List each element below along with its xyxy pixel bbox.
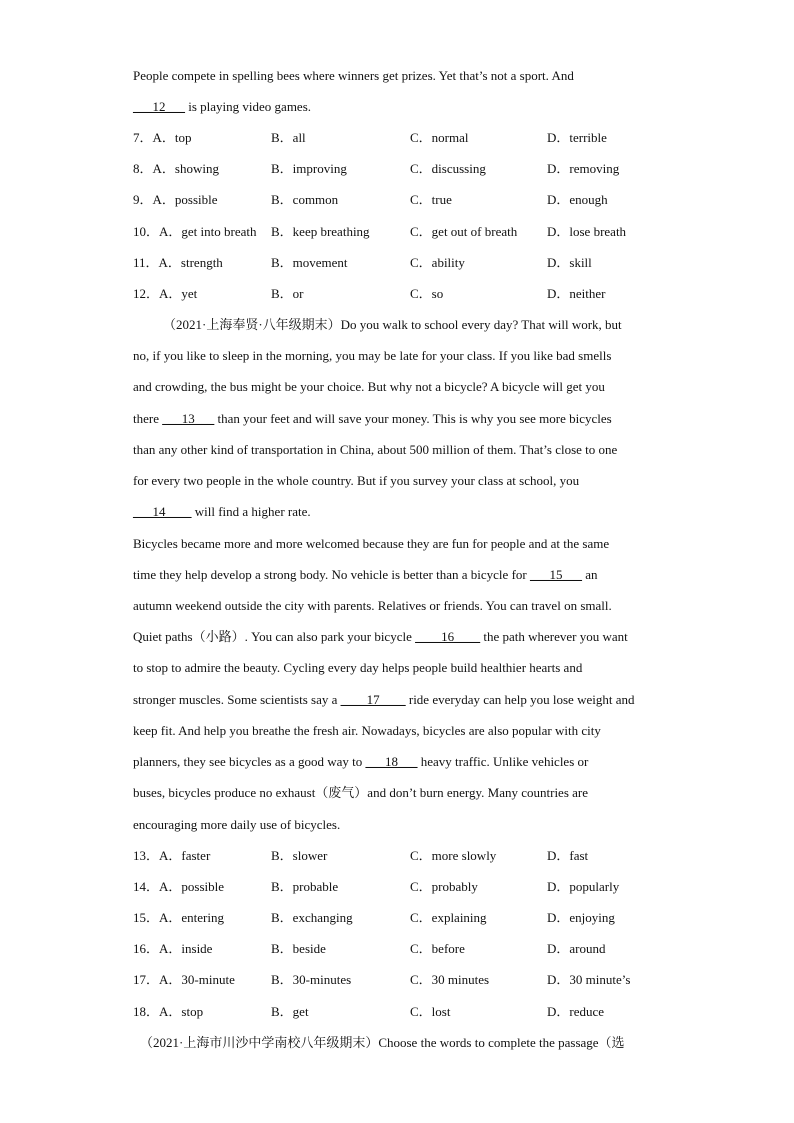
option-d[interactable]: D．reduce — [547, 1004, 605, 1019]
option-a[interactable]: 9．A．possible — [133, 192, 218, 207]
option-a[interactable]: 11．A．strength — [133, 255, 223, 270]
option-d[interactable]: D．skill — [547, 255, 592, 270]
option-b[interactable]: B．common — [271, 192, 339, 207]
question-8 — [133, 161, 673, 177]
question-15 — [133, 910, 673, 926]
option-b[interactable]: B．probable — [271, 879, 339, 894]
blank-14: ___14____ — [133, 504, 192, 519]
question-18 — [133, 1004, 673, 1020]
option-c[interactable]: C．before — [410, 941, 465, 956]
blank-16: ____16____ — [415, 629, 481, 644]
option-d[interactable]: D．terrible — [547, 130, 607, 145]
option-c[interactable]: C．so — [410, 286, 444, 301]
option-c[interactable]: C．explaining — [410, 910, 487, 925]
option-c[interactable]: C．more slowly — [410, 848, 497, 863]
option-d[interactable]: D．enjoying — [547, 910, 615, 925]
option-c[interactable]: C．lost — [410, 1004, 451, 1019]
option-d[interactable]: D．removing — [547, 161, 620, 176]
passage2-line: there ___13___ than your feet and will save your money. This is why you see more bicycles — [133, 411, 612, 426]
passage2-line: Quiet paths（小路）. You can also park your bicycle ____16____ the path wherever you want — [133, 629, 628, 644]
question-12 — [133, 286, 673, 302]
option-c[interactable]: C．probably — [410, 879, 478, 894]
passage3-source-line: （2021·上海市川沙中学南校八年级期末）Choose the words to complete the passage（选 — [140, 1035, 625, 1050]
option-b[interactable]: B．beside — [271, 941, 326, 956]
question-17 — [133, 972, 673, 988]
passage1-text: is playing video games. — [185, 99, 312, 114]
option-c[interactable]: C．normal — [410, 130, 469, 145]
passage2-line: for every two people in the whole country. But if you survey your class at school, you — [133, 473, 580, 488]
option-b[interactable]: B．or — [271, 286, 304, 301]
option-d[interactable]: D．lose breath — [547, 224, 627, 239]
passage2-line: and crowding, the bus might be your choice. But why not a bicycle? A bicycle will get you — [133, 379, 605, 394]
option-b[interactable]: B．improving — [271, 161, 347, 176]
blank-13: ___13___ — [162, 411, 215, 426]
passage2-line: time they help develop a strong body. No vehicle is better than a bicycle for ___15___ an — [133, 567, 598, 582]
option-b[interactable]: B．get — [271, 1004, 309, 1019]
blank-12: ___12___ — [133, 99, 185, 114]
option-c[interactable]: C．30 minutes — [410, 972, 490, 987]
option-b[interactable]: B．30-minutes — [271, 972, 352, 987]
blank-18: ___18___ — [365, 754, 418, 769]
passage2-line: autumn weekend outside the city with parents. Relatives or friends. You can travel on small. — [133, 598, 612, 613]
passage2-line: keep fit. And help you breathe the fresh air. Nowadays, bicycles are also popular with city — [133, 723, 601, 738]
passage2-line: stronger muscles. Some scientists say a ____17____ ride everyday can help you lose weight and — [133, 692, 635, 707]
question-11 — [133, 255, 673, 271]
option-c[interactable]: C．get out of breath — [410, 224, 518, 239]
passage2-line: to stop to admire the beauty. Cycling every day helps people build healthier hearts and — [133, 660, 583, 675]
option-c[interactable]: C．ability — [410, 255, 465, 270]
option-d[interactable]: D．30 minute’s — [547, 972, 631, 987]
option-a[interactable]: 18．A．stop — [133, 1004, 204, 1019]
passage2-line: Bicycles became more and more welcomed because they are fun for people and at the same — [133, 536, 610, 551]
passage2-line: than any other kind of transportation in China, about 500 million of them. That’s close to one — [133, 442, 618, 457]
passage2-source-line: （2021·上海奉贤·八年级期末）Do you walk to school every day? That will work, but — [163, 317, 622, 332]
passage2-line: encouraging more daily use of bicycles. — [133, 817, 341, 832]
passage1-line — [133, 99, 311, 115]
passage1-line: People compete in spelling bees where winners get prizes. Yet that’s not a sport. And — [133, 68, 574, 83]
option-d[interactable]: D．around — [547, 941, 606, 956]
option-c[interactable]: C．discussing — [410, 161, 486, 176]
option-b[interactable]: B．keep breathing — [271, 224, 370, 239]
option-a[interactable]: 10．A．get into breath — [133, 224, 257, 239]
option-a[interactable]: 15．A．entering — [133, 910, 224, 925]
question-16 — [133, 941, 673, 957]
passage2-line: buses, bicycles produce no exhaust（废气）and don’t burn energy. Many countries are — [133, 785, 589, 800]
question-7 — [133, 130, 673, 146]
question-14 — [133, 879, 673, 895]
option-a[interactable]: 12．A．yet — [133, 286, 198, 301]
option-d[interactable]: D．popularly — [547, 879, 620, 894]
blank-17: ____17____ — [340, 692, 406, 707]
option-a[interactable]: 8．A．showing — [133, 161, 219, 176]
question-13 — [133, 848, 673, 864]
option-c[interactable]: C．true — [410, 192, 452, 207]
option-d[interactable]: D．neither — [547, 286, 606, 301]
option-a[interactable]: 13．A．faster — [133, 848, 211, 863]
option-a[interactable]: 16．A．inside — [133, 941, 213, 956]
question-9 — [133, 192, 673, 208]
option-a[interactable]: 17．A．30-minute — [133, 972, 235, 987]
question-10 — [133, 224, 673, 240]
option-b[interactable]: B．slower — [271, 848, 328, 863]
option-b[interactable]: B．all — [271, 130, 306, 145]
option-d[interactable]: D．fast — [547, 848, 589, 863]
blank-15: ___15___ — [529, 567, 582, 582]
option-b[interactable]: B．movement — [271, 255, 348, 270]
option-d[interactable]: D．enough — [547, 192, 608, 207]
option-a[interactable]: 14．A．possible — [133, 879, 225, 894]
passage2-line: planners, they see bicycles as a good way to ___18___ heavy traffic. Unlike vehicles or — [133, 754, 589, 769]
option-b[interactable]: B．exchanging — [271, 910, 353, 925]
option-a[interactable]: 7．A．top — [133, 130, 192, 145]
passage2-line: no, if you like to sleep in the morning, you may be late for your class. If you like bad smells — [133, 348, 612, 363]
passage2-line: ___14____ will find a higher rate. — [133, 504, 311, 519]
